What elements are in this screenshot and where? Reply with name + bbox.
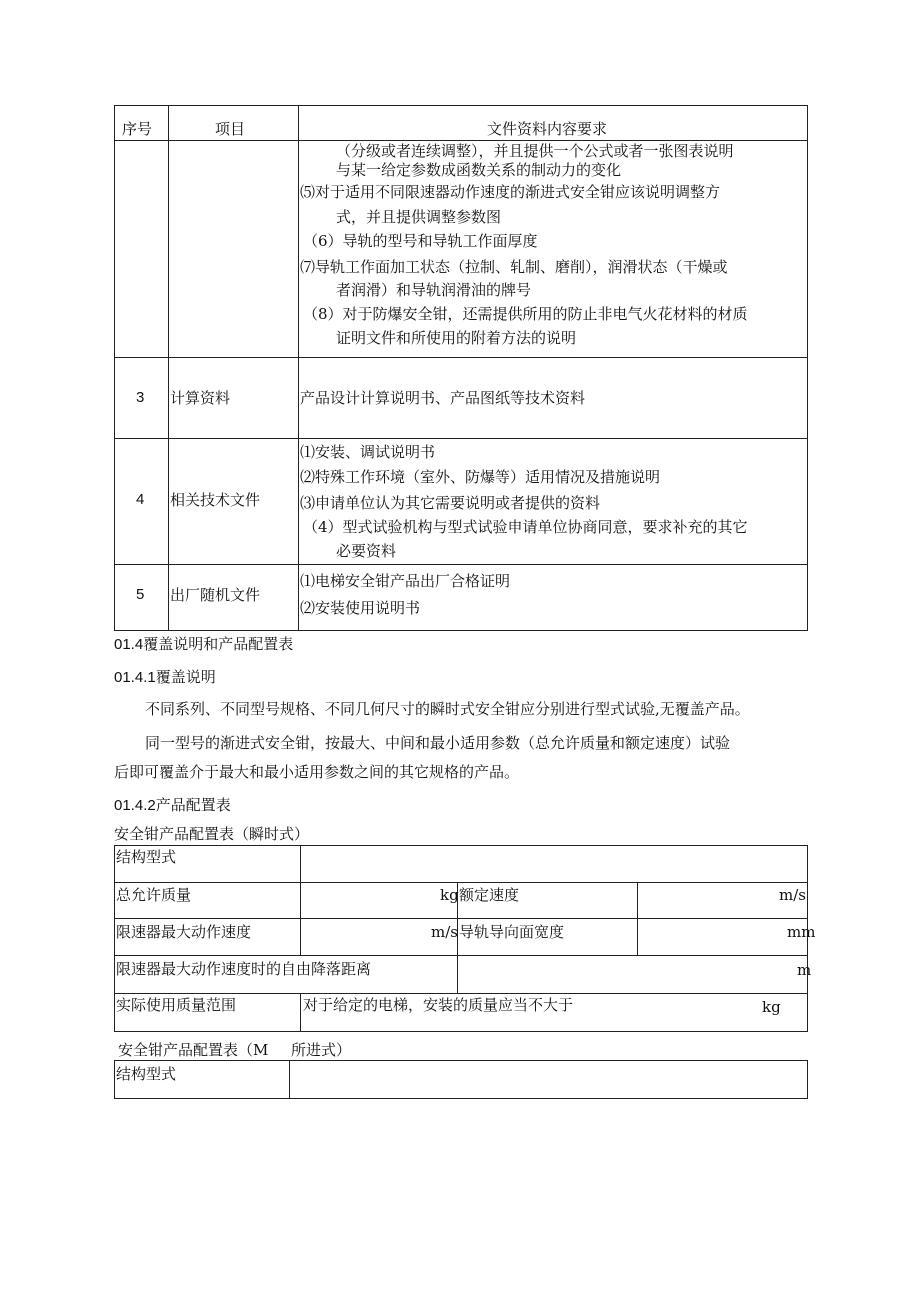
- row-content-line: ⑴安装、调试说明书: [300, 443, 436, 461]
- free-fall-unit: m: [797, 961, 812, 979]
- header-content: 文件资料内容要求: [487, 120, 608, 138]
- paragraph: 同一型号的渐进式安全钳，按最大、中间和最小适用参数（总允许质量和额定速度）试验: [145, 734, 731, 752]
- rated-speed-label: 额定速度: [459, 886, 520, 904]
- row-item: 计算资料: [170, 389, 231, 407]
- row-item: 出厂随机文件: [170, 586, 261, 604]
- actual-mass-unit: kg: [762, 998, 781, 1016]
- governor-speed-label: 限速器最大动作速度: [116, 923, 252, 941]
- guide-width-unit: mm: [787, 923, 816, 941]
- actual-mass-label: 实际使用质量范围: [116, 996, 237, 1014]
- free-fall-label: 限速器最大动作速度时的自由降落距离: [116, 960, 372, 978]
- content-line: （分级或者连续调整），并且提供一个公式或者一张图表说明: [336, 142, 734, 160]
- subsection-number: 01.4.2: [114, 797, 156, 814]
- actual-mass-text: 对于给定的电梯，安装的质量应当不大于: [303, 996, 574, 1014]
- header-item: 项目: [215, 120, 246, 138]
- governor-speed-unit: m/s: [431, 923, 458, 941]
- subsection-number: 01.4.1: [114, 669, 156, 686]
- content-line: ⑸对于适用不同限速器动作速度的渐进式安全钳应该说明调整方: [300, 183, 721, 201]
- table-caption-part: 安全钳产品配置表（M: [118, 1041, 269, 1059]
- row-no: 5: [136, 586, 145, 603]
- row-item: 相关技术文件: [170, 491, 261, 509]
- paragraph: 不同系列、不同型号规格、不同几何尺寸的瞬时式安全钳应分别进行型式试验,无覆盖产品。: [145, 700, 750, 718]
- row-no: 4: [136, 491, 145, 508]
- total-mass-label: 总允许质量: [116, 886, 192, 904]
- row-content-line: ⑴电梯安全钳产品出厂合格证明: [300, 572, 511, 590]
- header-no: 序号: [122, 120, 153, 138]
- rated-speed-unit: m/s: [779, 886, 806, 904]
- total-mass-unit: kg: [440, 886, 459, 904]
- section-heading: [114, 634, 293, 655]
- content-line: 者润滑）和导轨润滑油的牌号: [336, 281, 532, 299]
- content-line: 与某一给定参数成函数关系的制动力的变化: [336, 161, 622, 179]
- row-content-line: 产品设计计算说明书、产品图纸等技术资料: [300, 389, 586, 407]
- content-line: 式，并且提供调整参数图: [336, 208, 502, 226]
- guide-width-label: 导轨导向面宽度: [459, 923, 565, 941]
- row-content-line: 必要资料: [336, 542, 397, 560]
- content-line: （8）对于防爆安全钳，还需提供所用的防止非电气火花材料的材质: [303, 305, 748, 323]
- subsection-title: 覆盖说明: [155, 668, 216, 686]
- row-content-line: ⑵安装使用说明书: [300, 599, 421, 617]
- paragraph: 后即可覆盖介于最大和最小适用参数之间的其它规格的产品。: [114, 763, 520, 781]
- structure-label: 结构型式: [116, 1065, 177, 1083]
- subsection-heading: [114, 667, 216, 688]
- structure-label: 结构型式: [116, 848, 177, 866]
- row-content-line: ⑵特殊工作环境（室外、防爆等）适用情况及措施说明: [300, 468, 661, 486]
- content-line: ⑺导轨工作面加工状态（拉制、轧制、磨削），润滑状态（干燥或: [300, 258, 728, 276]
- row-no: 3: [136, 389, 145, 406]
- section-number: 01.4: [114, 636, 144, 653]
- row-content-line: （4）型式试验机构与型式试验申请单位协商同意，要求补充的其它: [303, 518, 748, 536]
- subsection-title: 产品配置表: [155, 796, 231, 814]
- table-caption: 安全钳产品配置表（瞬时式）: [114, 825, 310, 843]
- row-content-line: ⑶申请单位认为其它需要说明或者提供的资料: [300, 494, 601, 512]
- content-line: 证明文件和所使用的附着方法的说明: [336, 329, 577, 347]
- section-title: 覆盖说明和产品配置表: [143, 635, 294, 653]
- subsection-heading: [114, 795, 231, 816]
- content-line: （6）导轨的型号和导轨工作面厚度: [303, 232, 538, 250]
- table-caption-part: 所进式）: [291, 1041, 352, 1059]
